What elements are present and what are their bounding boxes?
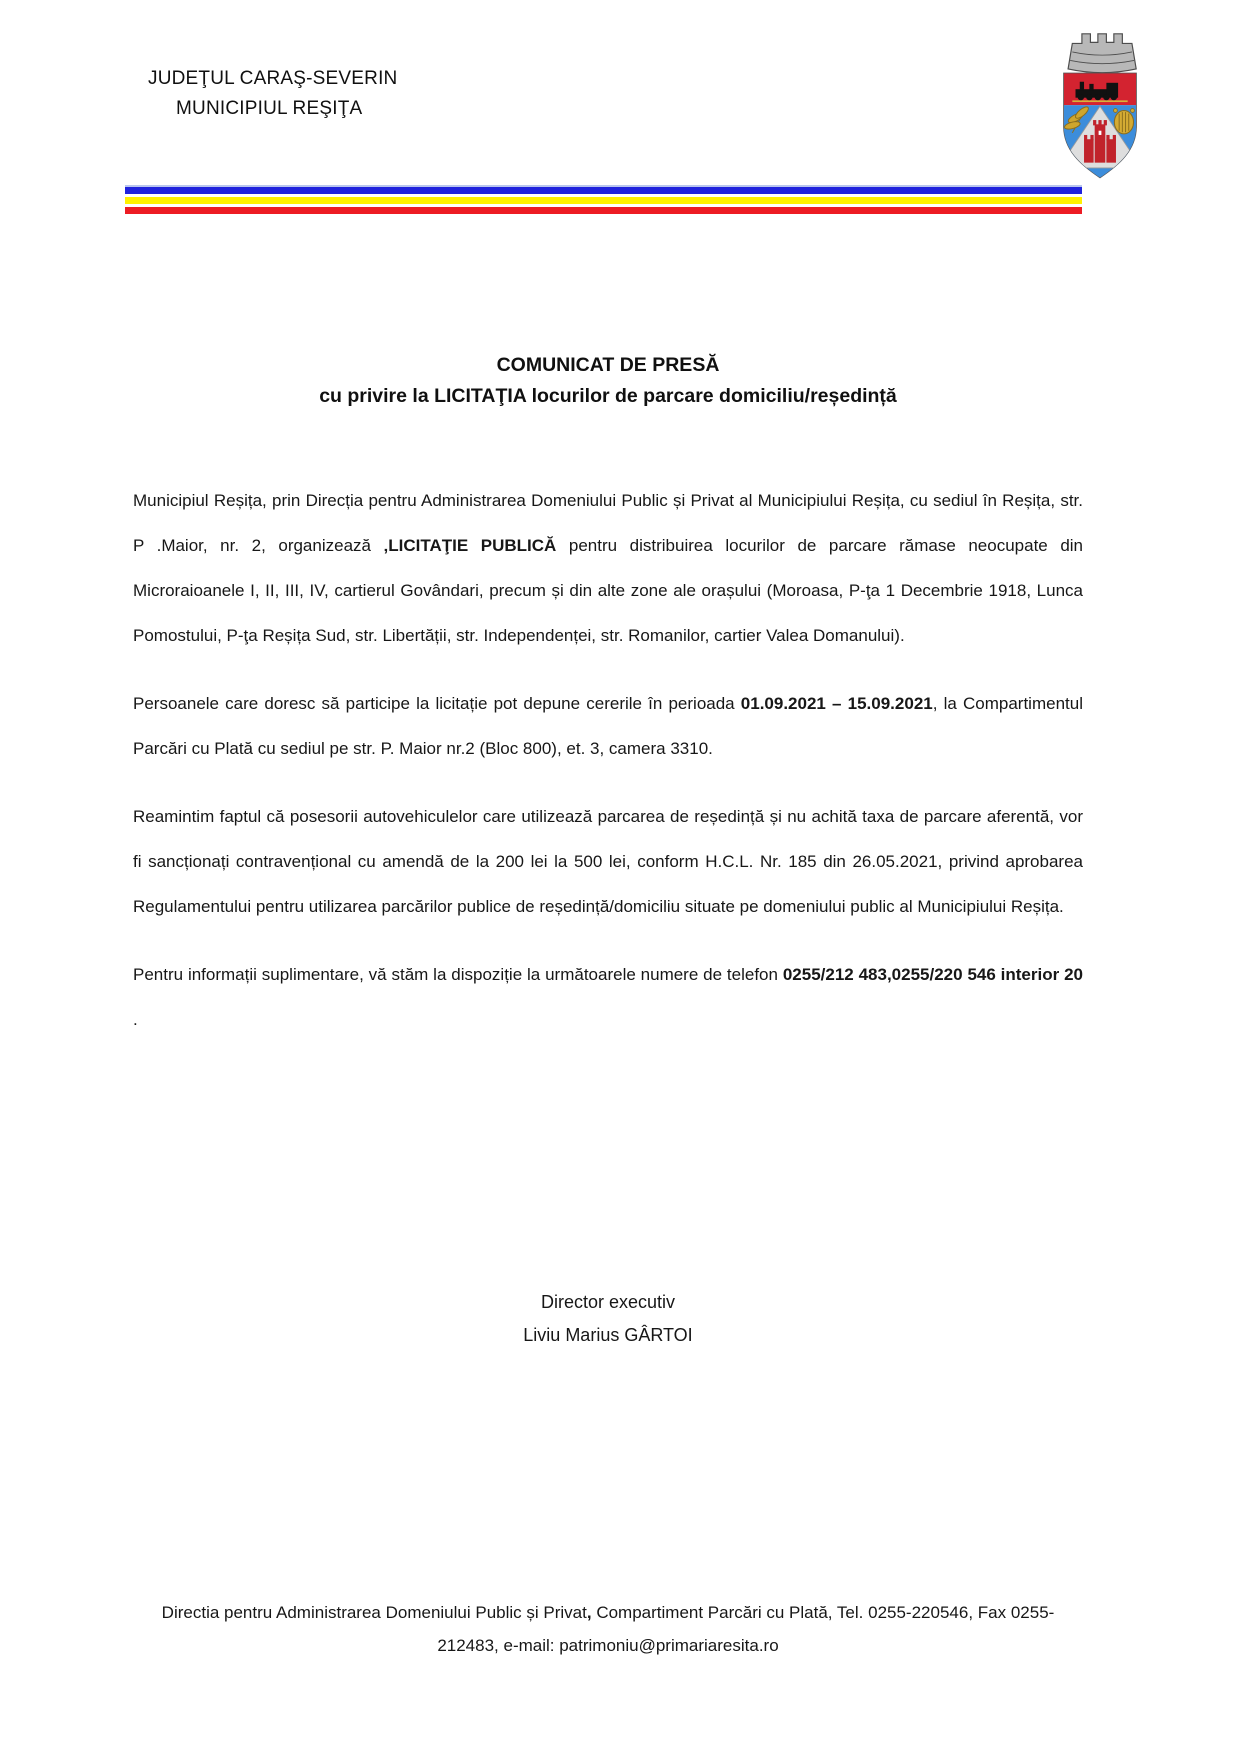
coat-of-arms-icon bbox=[1045, 20, 1155, 185]
document-body bbox=[133, 478, 1083, 1065]
letterhead-county: JUDEŢUL CARAŞ-SEVERIN bbox=[148, 68, 398, 89]
flag-stripe-blue bbox=[125, 185, 1082, 194]
flag-stripe-yellow bbox=[125, 197, 1082, 204]
footer-contact: Directia pentru Administrarea Domeniului Public și Privat, Compartiment Parcări cu Plată, Tel. 0255-220546, Fax 0255-212483, e-mail: patrimoniu@primariaresita.ro bbox=[161, 1603, 1055, 1655]
title-block bbox=[133, 350, 1083, 412]
signature-role: Director executiv bbox=[540, 1292, 676, 1312]
tricolor-divider bbox=[125, 185, 1082, 217]
letterhead-municipality: MUNICIPIUL REŞIŢA bbox=[176, 98, 363, 119]
flag-stripe-red bbox=[125, 207, 1082, 214]
body-paragraph-2: Persoanele care doresc să participe la licitație pot depune cererile în perioada 01.09.2021 – 15.09.2021, la Compartimentul Parcări cu Plată cu sediul pe str. P. Maior nr.2 (Bloc 800), et. 3, camera 3310. bbox=[133, 694, 1083, 758]
body-paragraph-1: Municipiul Reșița, prin Direcția pentru Administrarea Domeniului Public și Privat al Municipiului Reșița, cu sediul în Reșița, str. P .Maior, nr. 2, organizează ‚LICITAŢIE PUBLICĂ pentru distribuirea locurilor de parcare rămase neocupate din Microraioanele I, II, III, IV, cartierul Govândari, precum și din alte zone ale orașului (Moroasa, P-ţa 1 Decembrie 1918, Lunca Pomostului, P-ţa Reșița Sud, str. Libertății, str. Independenței, str. Romanilor, cartier Valea Domanului). bbox=[133, 491, 1084, 645]
body-paragraph-4: Pentru informații suplimentare, vă stăm la dispoziție la următoarele numere de telefon 0255/212 483,0255/220 546 interior 20 . bbox=[133, 965, 1083, 1029]
body-paragraph-3: Reamintim faptul că posesorii autovehiculelor care utilizează parcarea de reședință și nu achită taxa de parcare aferentă, vor fi sancționați contravențional cu amendă de la 200 lei la 500 lei, conform H.C.L. Nr. 185 din 26.05.2021, privind aprobarea Regulamentului pentru utilizarea parcărilor publice de reședință/domiciliu situate pe domeniului public al Municipiului Reșița. bbox=[133, 807, 1083, 916]
document-title: COMUNICAT DE PRESĂ bbox=[496, 354, 720, 376]
signature-block bbox=[133, 1286, 1083, 1352]
document-subtitle: cu privire la LICITAŢIA locurilor de parcare domiciliu/reședință bbox=[319, 385, 897, 407]
signature-name: Liviu Marius GÂRTOI bbox=[523, 1325, 693, 1345]
